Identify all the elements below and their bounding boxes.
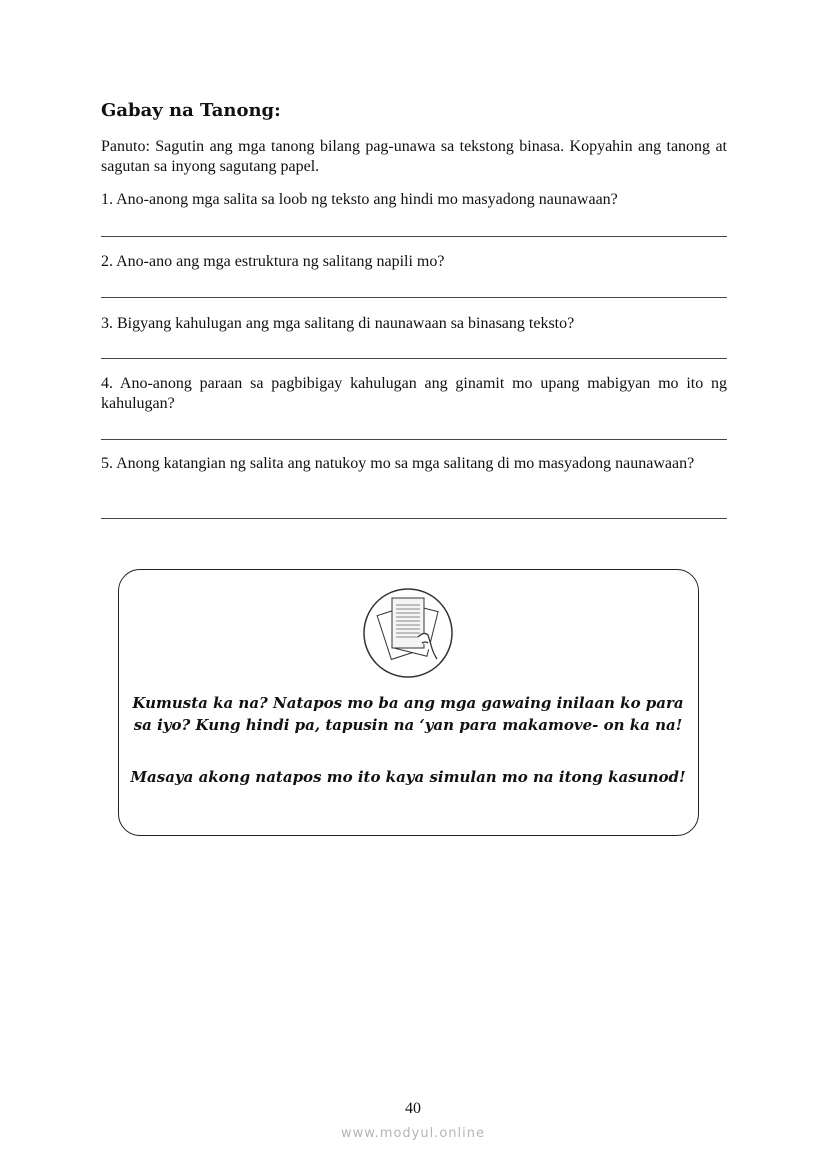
- section-heading: Gabay na Tanong:: [101, 100, 281, 121]
- watermark: www.modyul.online: [340, 1126, 486, 1141]
- answer-line-1: [101, 236, 727, 237]
- reminder-message-1: Kumusta ka na? Natapos mo ba ang mga gawaing inilaan ko para sa iyo? Kung hindi pa, tapusin na ‘yan para makamove- on ka na!: [132, 694, 684, 734]
- answer-line-3: [101, 358, 727, 359]
- question-2: 2. Ano-ano ang mga estruktura ng salitang napili mo?: [101, 253, 445, 270]
- question-4: 4. Ano-anong paraan sa pagbibigay kahulugan ang ginamit mo upang mabigyan mo ito ng kahulugan?: [101, 375, 727, 412]
- page-number: 40: [405, 1100, 421, 1117]
- question-1: 1. Ano-anong mga salita sa loob ng teksto ang hindi mo masyadong naunawaan?: [101, 191, 618, 208]
- papers-in-hand-icon: [362, 587, 454, 679]
- answer-line-4: [101, 439, 727, 440]
- answer-line-2: [101, 297, 727, 298]
- instructions: Panuto: Sagutin ang mga tanong bilang pag-unawa sa tekstong binasa. Kopyahin ang tanong at sagutan sa inyong sagutang papel.: [101, 138, 727, 175]
- question-3: 3. Bigyang kahulugan ang mga salitang di naunawaan sa binasang teksto?: [101, 315, 575, 332]
- question-5: 5. Anong katangian ng salita ang natukoy mo sa mga salitang di mo masyadong naunawaan?: [101, 455, 695, 472]
- answer-line-5: [101, 518, 727, 519]
- reminder-message-2: Masaya akong natapos mo ito kaya simulan mo na itong kasunod!: [130, 768, 686, 786]
